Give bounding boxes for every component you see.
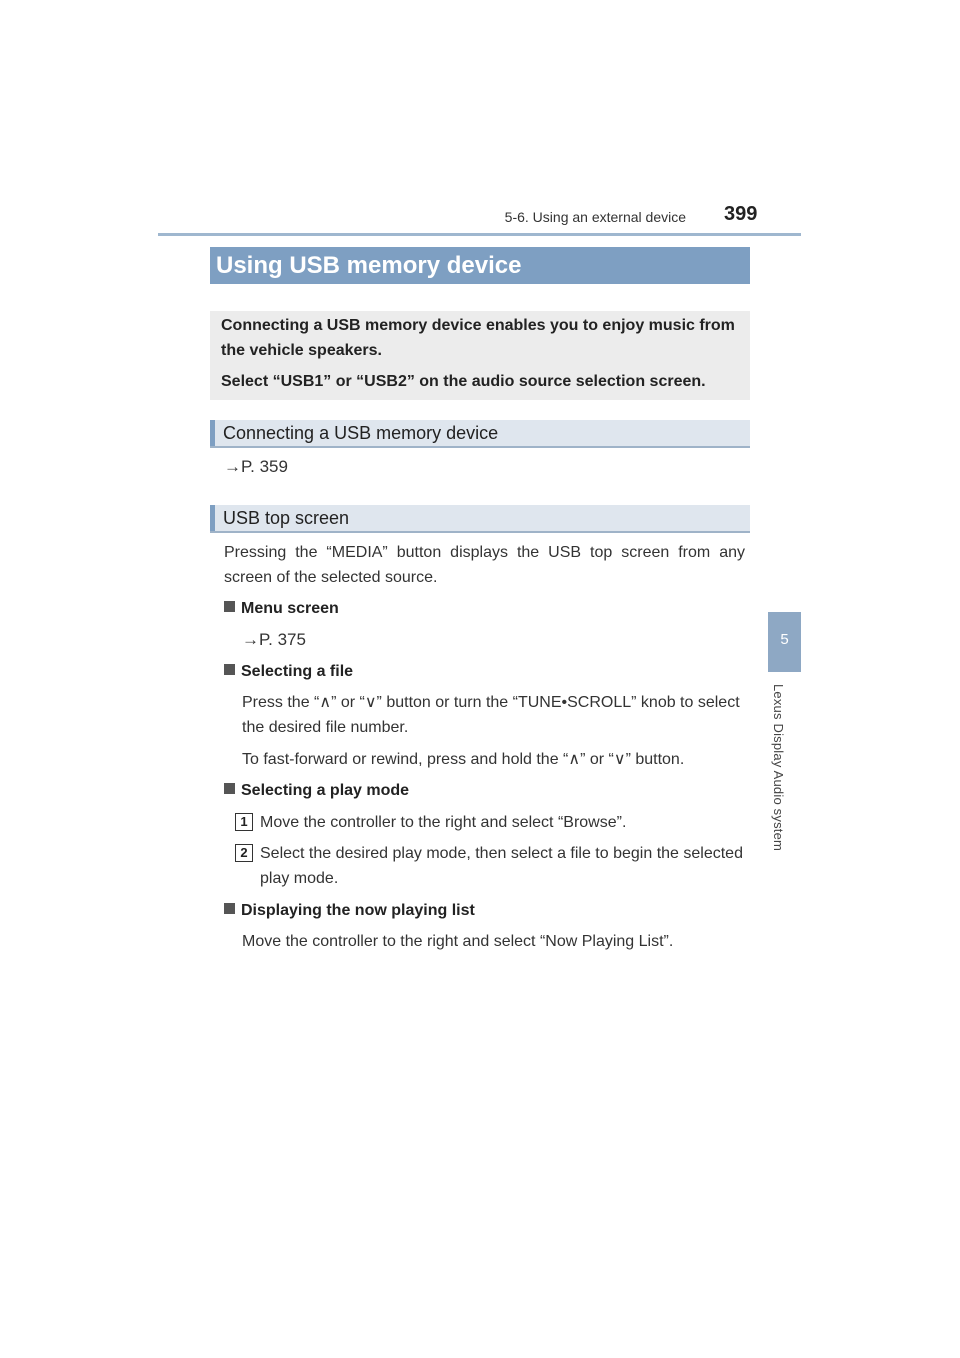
chapter-label: Lexus Display Audio system bbox=[771, 684, 786, 852]
bullet-square-icon bbox=[224, 903, 235, 914]
select-file-line-2: To fast-forward or rewind, press and hold the “∧” or “∨” button. bbox=[242, 751, 685, 768]
bullet-now-playing bbox=[224, 898, 475, 923]
step-text-2: Select the desired play mode, then select a file to begin the selected play mode. bbox=[260, 845, 743, 887]
step-number-1: 1 bbox=[235, 813, 253, 831]
bullet-heading-text: Selecting a file bbox=[241, 663, 354, 680]
page-title: Using USB memory device bbox=[210, 247, 750, 284]
step-number-2: 2 bbox=[235, 844, 253, 862]
select-file-line-1: Press the “∧” or “∨” button or turn the “TUNE•SCROLL” knob to select the desired file number. bbox=[242, 694, 740, 736]
top-screen-body: Pressing the “MEDIA” button displays the USB top screen from any screen of the selected source. bbox=[224, 544, 745, 586]
bullet-play-mode bbox=[224, 778, 409, 803]
page-ref-link[interactable]: →P. 375 bbox=[242, 630, 306, 649]
page-number: 399 bbox=[724, 203, 758, 225]
page-ref-link[interactable]: →P. 359 bbox=[224, 457, 288, 476]
intro-box bbox=[210, 311, 750, 400]
bullet-square-icon bbox=[224, 783, 235, 794]
step-text-1: Move the controller to the right and select “Browse”. bbox=[260, 814, 627, 831]
bullet-heading-text: Displaying the now playing list bbox=[241, 902, 475, 919]
chapter-tab: 5 bbox=[768, 612, 801, 672]
bullet-menu-screen bbox=[224, 596, 339, 621]
bullet-square-icon bbox=[224, 664, 235, 675]
section-heading-connecting bbox=[210, 420, 750, 448]
section-heading-text: Connecting a USB memory device bbox=[223, 423, 499, 443]
bullet-square-icon bbox=[224, 601, 235, 612]
section-heading-top-screen bbox=[210, 505, 750, 533]
section-heading-bar bbox=[210, 420, 215, 446]
bullet-selecting-file bbox=[224, 659, 353, 684]
intro-line-1: Connecting a USB memory device enables you to enjoy music from the vehicle speakers. bbox=[221, 317, 735, 359]
section-heading-bar bbox=[210, 505, 215, 531]
section-heading-text: USB top screen bbox=[223, 508, 350, 528]
bullet-heading-text: Menu screen bbox=[241, 600, 339, 617]
bullet-heading-text: Selecting a play mode bbox=[241, 782, 410, 799]
now-playing-text: Move the controller to the right and select “Now Playing List”. bbox=[242, 933, 674, 950]
intro-line-2: Select “USB1” or “USB2” on the audio source selection screen. bbox=[221, 373, 706, 390]
header-rule bbox=[158, 233, 801, 236]
running-header-section: 5-6. Using an external device bbox=[504, 209, 686, 225]
